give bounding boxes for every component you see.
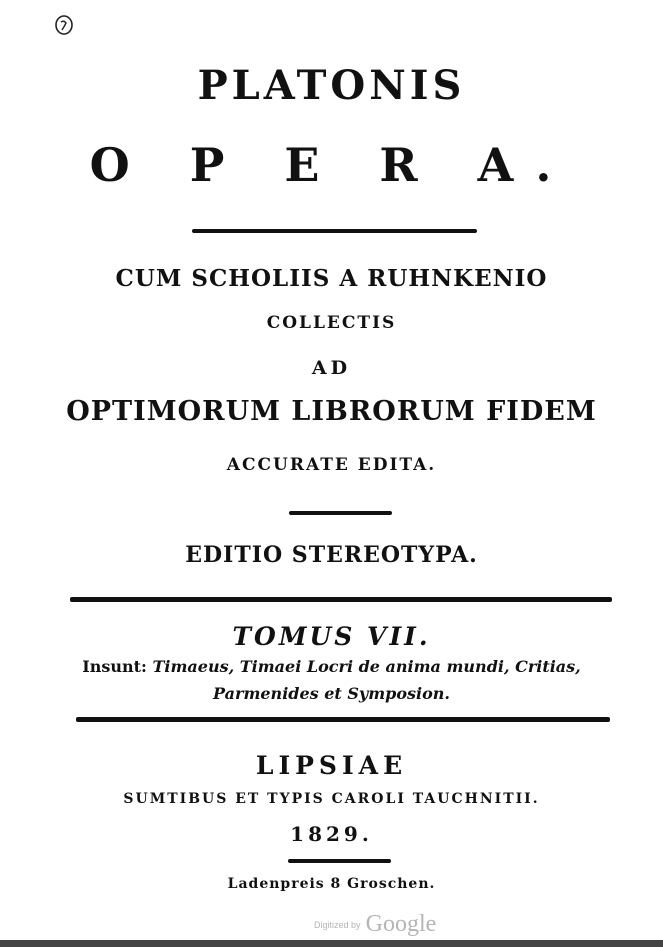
year: 1829.	[290, 822, 373, 846]
insunt-label: Insunt:	[82, 657, 147, 676]
google-watermark	[314, 911, 436, 938]
divider-5	[288, 859, 391, 863]
divider-4	[76, 717, 610, 722]
digitized-by-label: Digitized by	[314, 920, 361, 930]
insunt-text-2: Parmenides et Symposion.	[213, 684, 450, 703]
divider-2	[289, 511, 392, 515]
subtitle: O P E R A.	[89, 138, 574, 192]
line-accurate-edita: ACCURATE EDITA.	[226, 455, 437, 475]
title: PLATONIS	[197, 62, 466, 109]
price: Ladenpreis 8 Groschen.	[227, 876, 436, 892]
insunt-line-2	[0, 684, 663, 703]
divider-1	[192, 229, 477, 233]
bottom-edge	[0, 940, 663, 947]
line-optimorum: OPTIMORUM LIBRORUM FIDEM	[66, 396, 597, 427]
line-collectis: COLLECTIS	[266, 313, 397, 333]
insunt-line-1	[0, 657, 663, 676]
tomus: TOMUS VII.	[232, 622, 431, 651]
google-wordmark: Google	[365, 911, 437, 937]
city: LIPSIAE	[255, 751, 408, 780]
insunt-text-1: Timaeus, Timaei Locri de anima mundi, Critias,	[152, 657, 581, 676]
line-ad: AD	[311, 357, 352, 379]
divider-3	[70, 597, 612, 602]
edition: EDITIO STEREOTYPA.	[185, 542, 478, 568]
publisher: SUMTIBUS ET TYPIS CAROLI TAUCHNITII.	[123, 791, 540, 807]
circle-mark-icon	[52, 12, 76, 38]
line-cum-scholiis: CUM SCHOLIIS A RUHNKENIO	[115, 265, 548, 292]
